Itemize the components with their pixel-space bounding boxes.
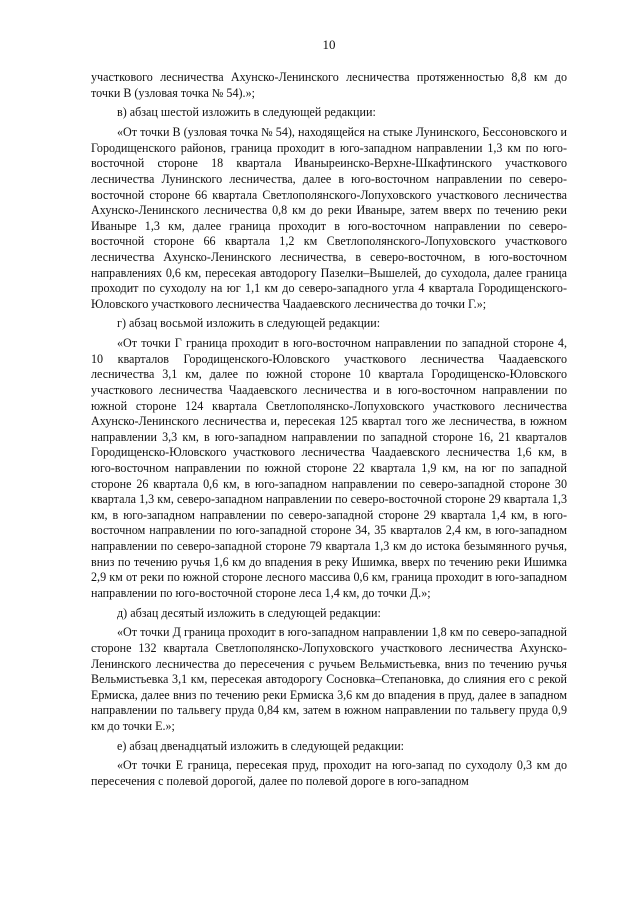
amendment-heading-d: д) абзац десятый изложить в следующей редакции:	[117, 605, 381, 620]
amendment-heading-e: е) абзац двенадцатый изложить в следующей редакции:	[117, 738, 405, 753]
amendment-text-point-v: «От точки В (узловая точка № 54), находящейся на стыке Лунинского, Бессоновского и Городищенского районов, граница проходит в юго-западном направлении 1,3 км по юго-восточной стороне 18 квартала Иваныреинско-Верхне-Шкафтинского участкового лесничества Лунинского лесничества, далее в юго-восточном направлении по северо-восточной стороне 66 квартала Светлополянского-Лопуховского участкового лесничества Ахунско-Ленинского лесничества 0,8 км до реки Иваныре, затем вверх по течению реки Иваныре 1,3 км, далее граница проходит в юго-восточном направлении по северо-восточной стороне 66 квартала 1,2 км Светлополянского-Лопуховского участкового лесничества Ахунско-Ленинского лесничества, в северо-восточном, в юго-восточном направлениях 0,6 км, пересекая автодорогу Пазелки–Вышелей, до суходола, далее граница проходит по суходолу на юг 1,1 км до северо-западного угла 4 квартала Городищенского-Юловского участкового лесничества Чаадаевского лесничества до точки Г.»;	[91, 125, 567, 311]
amendment-text-point-d: «От точки Д граница проходит в юго-западном направлении 1,8 км по северо-западной стороне 132 квартала Светлополянско-Лопуховского участкового лесничества Ахунско-Ленинского лесничества до пересечения с ручьем Вельмистьевка, вниз по течению ручья Вельмистьевка 3,1 км, пересекая автодорогу Сосновка–Степановка, до слияния его с рекой Ермиска, далее вниз по течению реки Ермиска 3,6 км до впадения в пруд, далее в западном направлении по тальвегу пруда 0,84 км, затем в южном направлении по тальвегу пруда 0,9 км до точки Е.»;	[91, 625, 567, 733]
amendment-text-point-g: «От точки Г граница проходит в юго-восточном направлении по западной стороне 4, 10 кварталов Городищенского-Юловского участкового лесничества Чаадаевского лесничества 3,1 км, далее по южной стороне 10 квартала Городищенско-Юловского участкового лесничества Чаадаевского лесничества и в юго-восточном направлении по южной стороне 124 квартала Светлополянско-Лопуховского участкового лесничества Ахунско-Ленинского лесничества и, пересекая 125 квартал того же лесничества, в южном направлении 3,3 км, в юго-западном направлении по западной стороне 16, 21 кварталов Городищенско-Юловского участкового лесничества Чаадаевского лесничества 1,6 км, в юго-восточном направлении по южной стороне 22 квартала 1,9 км, на юг по западной стороне 26 квартала 0,6 км, в юго-западном направлении по северо-западной стороне 30 квартала 1,3 км, северо-западном направлении по северо-восточной стороне 29 квартала 1,3 км, в юго-западном направлении по северо-западной стороне 29 квартала 1,4 км, в юго-восточном направлении по юго-западной стороне 34, 35 кварталов 2,4 км, в юго-западном направлении по северо-западной стороне 79 квартала 1,3 км до истока безымянного ручья, вниз по течению ручья 1,6 км до впадения в реку Ишимка, вверх по течению реки Ишимка 2,9 км от реки по южной стороне лесного массива 0,6 км, граница проходит в юго-западном направлении по юго-восточной стороне леса 1,4 км, до точки Д.»;	[91, 336, 567, 600]
document-body	[91, 70, 567, 790]
paragraph-continuation: участкового лесничества Ахунско-Ленинского лесничества протяженностью 8,8 км до точки В (узловая точка № 54).»;	[91, 70, 567, 100]
amendment-heading-g: г) абзац восьмой изложить в следующей редакции:	[117, 316, 381, 331]
page-number: 10	[322, 37, 336, 52]
amendment-heading-v: в) абзац шестой изложить в следующей редакции:	[117, 105, 376, 120]
amendment-text-point-e: «От точки Е граница, пересекая пруд, проходит на юго-запад по суходолу 0,3 км до пересечения с полевой дорогой, далее по полевой дороге в юго-западном	[91, 758, 567, 789]
